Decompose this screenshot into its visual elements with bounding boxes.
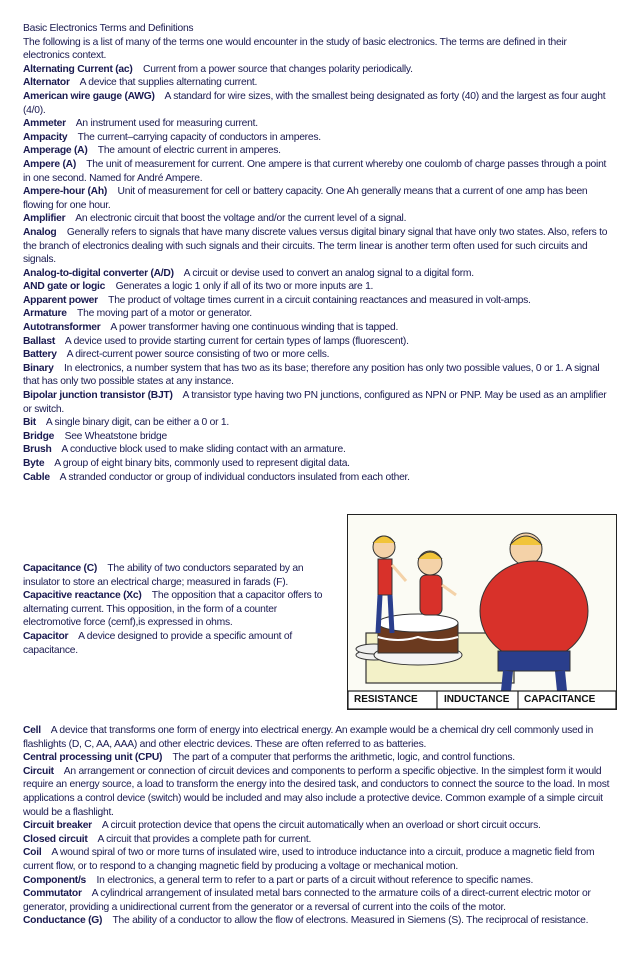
glossary-definition: A circuit that provides a complete path for current. bbox=[97, 833, 312, 845]
glossary-term: Capacitive reactance (Xc) bbox=[23, 590, 142, 602]
glossary-entry bbox=[23, 874, 615, 888]
document-section-3 bbox=[23, 724, 615, 928]
glossary-definition: A transistor type having two PN junctions, configured as NPN or PNP. May be used as an amplifier or switch. bbox=[23, 390, 607, 415]
glossary-entry bbox=[23, 144, 615, 158]
glossary-term: Amplifier bbox=[23, 213, 66, 225]
label-capacitance: CAPACITANCE bbox=[524, 694, 596, 705]
glossary-definition: A power transformer having one continuous winding that is tapped. bbox=[110, 322, 399, 334]
glossary-definition: See Wheatstone bridge bbox=[64, 430, 167, 442]
glossary-definition: A circuit protection device that opens the circuit automatically when an overload or short circuit occurs. bbox=[101, 820, 541, 832]
glossary-entry bbox=[23, 751, 615, 765]
glossary-list-1 bbox=[23, 63, 615, 484]
glossary-definition: An electronic circuit that boost the voltage and/or the current level of a signal. bbox=[75, 213, 407, 225]
glossary-entry bbox=[23, 846, 615, 873]
glossary-definition: A direct-current power source consisting of two or more cells. bbox=[66, 349, 330, 361]
cartoon-illustration bbox=[347, 514, 617, 710]
glossary-term: Binary bbox=[23, 362, 54, 374]
glossary-term: Cable bbox=[23, 471, 50, 483]
glossary-definition: A circuit or devise used to convert an analog signal to a digital form. bbox=[183, 267, 474, 279]
glossary-term: Cell bbox=[23, 725, 41, 736]
glossary-term: Closed circuit bbox=[23, 833, 88, 845]
glossary-entry bbox=[23, 117, 615, 131]
glossary-entry bbox=[23, 562, 323, 589]
glossary-definition: A standard for wire sizes, with the smallest being designated as forty (40) and the largest as four aught (4/0). bbox=[23, 90, 606, 116]
glossary-term: Commutator bbox=[23, 888, 82, 900]
document-section-2 bbox=[23, 562, 323, 657]
glossary-definition: A stranded conductor or group of individual conductors insulated from each other. bbox=[59, 471, 410, 483]
glossary-term: Bridge bbox=[23, 430, 55, 442]
glossary-definition: Generally refers to signals that have many discrete values versus digital binary signal that have only two states. Also, refers to the branch of electronics dealing with such signals and their circuits. The term linear is another term often used for such circuits and signals. bbox=[23, 226, 608, 266]
glossary-term: Circuit breaker bbox=[23, 820, 92, 832]
glossary-term: Bit bbox=[23, 417, 36, 429]
glossary-entry bbox=[23, 765, 615, 819]
glossary-entry bbox=[23, 348, 615, 362]
glossary-term: Byte bbox=[23, 458, 45, 469]
glossary-definition: A device used to provide starting current for certain types of lamps (fluorescent). bbox=[64, 335, 409, 347]
glossary-term: Analog bbox=[23, 226, 57, 238]
glossary-entry bbox=[23, 471, 615, 485]
glossary-definition: The ability of a conductor to allow the flow of electrons. Measured in Siemens (S). The reciprocal of resistance. bbox=[112, 915, 589, 927]
glossary-entry bbox=[23, 833, 615, 847]
glossary-entry bbox=[23, 819, 615, 833]
glossary-term: Amperage (A) bbox=[23, 145, 88, 157]
glossary-entry bbox=[23, 321, 615, 335]
glossary-entry bbox=[23, 443, 615, 457]
glossary-entry bbox=[23, 914, 615, 928]
glossary-definition: The opposition that a capacitor offers to alternating current. This opposition, in the form of a counter electromotive force (cemf),is expressed in ohms. bbox=[23, 590, 323, 629]
glossary-definition: Unit of measurement for cell or battery capacity. One Ah generally means that a current of one amp has been flowing for one hour. bbox=[23, 186, 588, 211]
glossary-entry bbox=[23, 389, 615, 416]
glossary-definition: A group of eight binary bits, commonly used to represent digital data. bbox=[54, 458, 350, 469]
cartoon-drawing bbox=[348, 515, 616, 709]
glossary-term: Capacitor bbox=[23, 630, 69, 642]
glossary-term: Ballast bbox=[23, 335, 56, 347]
glossary-term: Bipolar junction transistor (BJT) bbox=[23, 390, 173, 402]
glossary-term: Armature bbox=[23, 308, 67, 320]
glossary-entry bbox=[23, 63, 615, 77]
glossary-definition: A device that supplies alternating current. bbox=[79, 77, 258, 89]
glossary-entry bbox=[23, 589, 323, 630]
glossary-definition: The current–carrying capacity of conductors in amperes. bbox=[77, 131, 321, 143]
glossary-entry bbox=[23, 280, 615, 294]
glossary-term: Brush bbox=[23, 444, 52, 456]
glossary-term: Alternator bbox=[23, 77, 70, 89]
glossary-entry bbox=[23, 90, 615, 117]
glossary-entry bbox=[23, 416, 615, 430]
glossary-entry bbox=[23, 226, 615, 267]
glossary-entry bbox=[23, 630, 323, 657]
glossary-definition: The product of voltage times current in a circuit containing reactances and measured in volt-amps. bbox=[108, 294, 531, 306]
glossary-definition: The moving part of a motor or generator. bbox=[77, 308, 252, 320]
glossary-term: Battery bbox=[23, 349, 57, 361]
glossary-definition: Current from a power source that changes polarity periodically. bbox=[143, 63, 413, 75]
glossary-term: Analog-to-digital converter (A/D) bbox=[23, 267, 174, 279]
document-title: Basic Electronics Terms and Definitions bbox=[23, 23, 194, 34]
glossary-definition: A wound spiral of two or more turns of insulated wire, used to introduce inductance into a circuit, produce a magnetic field from current flow, or to respond to a changing magnetic field by producing a voltage or mechanical motion. bbox=[23, 847, 595, 872]
glossary-definition: The ability of two conductors separated by an insulator to store an electrical charge; measured in farads (F). bbox=[23, 563, 304, 588]
glossary-definition: An instrument used for measuring current. bbox=[75, 118, 258, 130]
glossary-entry bbox=[23, 457, 615, 471]
glossary-entry bbox=[23, 185, 615, 212]
glossary-term: Component/s bbox=[23, 874, 87, 886]
glossary-entry bbox=[23, 267, 615, 281]
glossary-term: AND gate or logic bbox=[23, 281, 106, 293]
glossary-definition: A device designed to provide a specific amount of capacitance. bbox=[23, 630, 292, 656]
glossary-entry bbox=[23, 212, 615, 226]
glossary-term: Coil bbox=[23, 847, 42, 859]
glossary-definition: In electronics, a general term to refer to a part or parts of a circuit without reference to specific names. bbox=[96, 874, 534, 886]
document-section-1 bbox=[23, 22, 615, 484]
glossary-entry bbox=[23, 362, 615, 389]
glossary-term: Capacitance (C) bbox=[23, 563, 98, 574]
glossary-entry bbox=[23, 430, 615, 444]
glossary-term: Conductance (G) bbox=[23, 915, 103, 927]
glossary-list-2 bbox=[23, 562, 323, 657]
glossary-term: Ampere (A) bbox=[23, 158, 76, 170]
label-inductance: INDUCTANCE bbox=[444, 694, 510, 705]
glossary-definition: An arrangement or connection of circuit devices and components to perform a specific objective. In the simplest form it would require an energy source, a load to transform the energy into the desired task, and conductors to connect the source to the load. In most applications a control device (switch) would be included and may also include a protective device. Common example of a simple circuit would be a flashlight. bbox=[23, 765, 610, 818]
glossary-definition: A cylindrical arrangement of insulated metal bars connected to the armature coils of a direct-current electric motor or generator, providing a unidirectional current from the generator or a reversal of current into the coils of the motor. bbox=[23, 888, 591, 913]
glossary-entry bbox=[23, 131, 615, 145]
glossary-term: Ammeter bbox=[23, 118, 66, 130]
glossary-term: Alternating Current (ac) bbox=[23, 63, 133, 75]
label-resistance: RESISTANCE bbox=[354, 694, 418, 705]
glossary-definition: Generates a logic 1 only if all of its two or more inputs are 1. bbox=[115, 281, 374, 293]
glossary-entry bbox=[23, 307, 615, 321]
glossary-entry bbox=[23, 887, 615, 914]
glossary-term: Central processing unit (CPU) bbox=[23, 752, 163, 764]
glossary-entry bbox=[23, 158, 615, 185]
glossary-list-3 bbox=[23, 724, 615, 928]
glossary-term: Autotransformer bbox=[23, 322, 101, 334]
glossary-definition: A device that transforms one form of energy into electrical energy. An example would be a chemical dry cell commonly used in flashlights (D, C, AA, AAA) and other electric devices. These are often referred to as batteries. bbox=[23, 725, 594, 750]
glossary-term: Circuit bbox=[23, 765, 54, 777]
glossary-entry bbox=[23, 724, 615, 751]
glossary-term: Apparent power bbox=[23, 294, 98, 306]
glossary-definition: In electronics, a number system that has two as its base; therefore any position has only two possible values, 0 or 1. A signal that has only two possible states at any instance. bbox=[23, 362, 600, 388]
glossary-entry bbox=[23, 76, 615, 90]
glossary-entry bbox=[23, 294, 615, 308]
glossary-entry bbox=[23, 335, 615, 349]
glossary-definition: The part of a computer that performs the arithmetic, logic, and control functions. bbox=[172, 752, 515, 764]
glossary-term: Ampere-hour (Ah) bbox=[23, 186, 108, 198]
intro-paragraph: The following is a list of many of the terms one would encounter in the study of basic electronics. The terms are defined in their electronics context. bbox=[23, 36, 567, 62]
glossary-definition: The amount of electric current in amperes. bbox=[97, 145, 281, 157]
glossary-term: American wire gauge (AWG) bbox=[23, 90, 155, 102]
glossary-definition: A single binary digit, can be either a 0 or 1. bbox=[45, 417, 229, 429]
glossary-definition: The unit of measurement for current. One ampere is that current whereby one coulomb of charge passes through a point in one second. Named for André Ampere. bbox=[23, 158, 607, 184]
glossary-term: Ampacity bbox=[23, 131, 68, 143]
glossary-definition: A conductive block used to make sliding contact with an armature. bbox=[61, 444, 346, 456]
